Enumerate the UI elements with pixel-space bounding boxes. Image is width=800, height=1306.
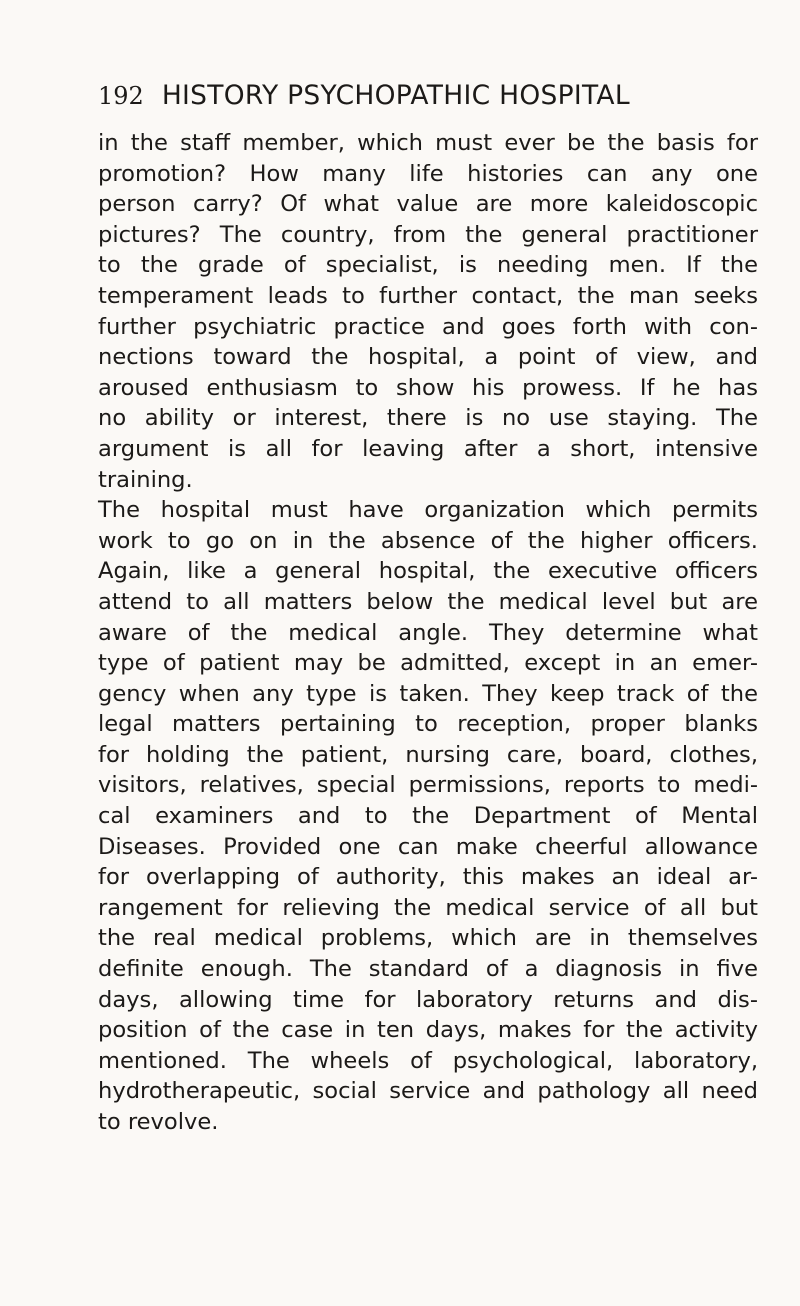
text-line: hydrotherapeutic, social service and pathology all need (98, 1078, 758, 1105)
paragraph-1 (98, 128, 758, 495)
text-line: argument is all for leaving after a short, intensive (98, 435, 758, 462)
text-line: aroused enthusiasm to show his prowess. If he has (98, 374, 758, 401)
text-line: position of the case in ten days, makes for the activity (98, 1017, 758, 1044)
text-line: in the staff member, which must ever be the basis for (98, 130, 758, 156)
text-line: for holding the patient, nursing care, board, clothes, (98, 741, 758, 768)
text-line: definite enough. The standard of a diagnosis in five (98, 956, 758, 983)
text-line: type of patient may be admitted, except in an emer- (98, 650, 758, 677)
text-line: Diseases. Provided one can make cheerful allowance (98, 833, 758, 860)
text-line: nections toward the hospital, a point of view, and (98, 344, 758, 371)
text-line: to revolve. (98, 1109, 219, 1135)
text-line: attend to all matters below the medical level but are (98, 588, 758, 615)
text-line: temperament leads to further contact, the man seeks (98, 282, 758, 309)
running-head (98, 80, 758, 120)
page-number: 192 (98, 82, 144, 110)
text-line: person carry? Of what value are more kaleidoscopic (98, 191, 758, 218)
text-line: visitors, relatives, special permissions, reports to medi- (98, 772, 758, 799)
text-line: The hospital must have organization which permits (98, 497, 758, 524)
text-line: the real medical problems, which are in themselves (98, 925, 758, 952)
text-line: further psychiatric practice and goes forth with con- (98, 313, 758, 340)
text-line: legal matters pertaining to reception, proper blanks (98, 711, 758, 738)
text-line: aware of the medical angle. They determine what (98, 619, 758, 646)
text-line: pictures? The country, from the general practitioner (98, 221, 758, 248)
text-line: cal examiners and to the Department of Mental (98, 803, 758, 830)
text-line: no ability or interest, there is no use staying. The (98, 405, 758, 432)
text-line: days, allowing time for laboratory returns and dis- (98, 986, 758, 1013)
text-line: gency when any type is taken. They keep track of the (98, 680, 758, 707)
paragraph-2 (98, 495, 758, 1137)
text-line: Again, like a general hospital, the executive officers (98, 558, 758, 585)
text-line: to the grade of specialist, is needing men. If the (98, 252, 758, 279)
text-line: promotion? How many life histories can any one (98, 160, 758, 187)
book-page (98, 80, 758, 1138)
text-line: for overlapping of authority, this makes an ideal ar- (98, 864, 758, 891)
text-line: work to go on in the absence of the higher officers. (98, 527, 758, 554)
running-title: HISTORY PSYCHOPATHIC HOSPITAL (161, 80, 630, 111)
body-text (98, 128, 758, 1138)
text-line: rangement for relieving the medical service of all but (98, 894, 758, 921)
text-line: training. (98, 466, 193, 493)
text-line: mentioned. The wheels of psychological, laboratory, (98, 1047, 758, 1074)
